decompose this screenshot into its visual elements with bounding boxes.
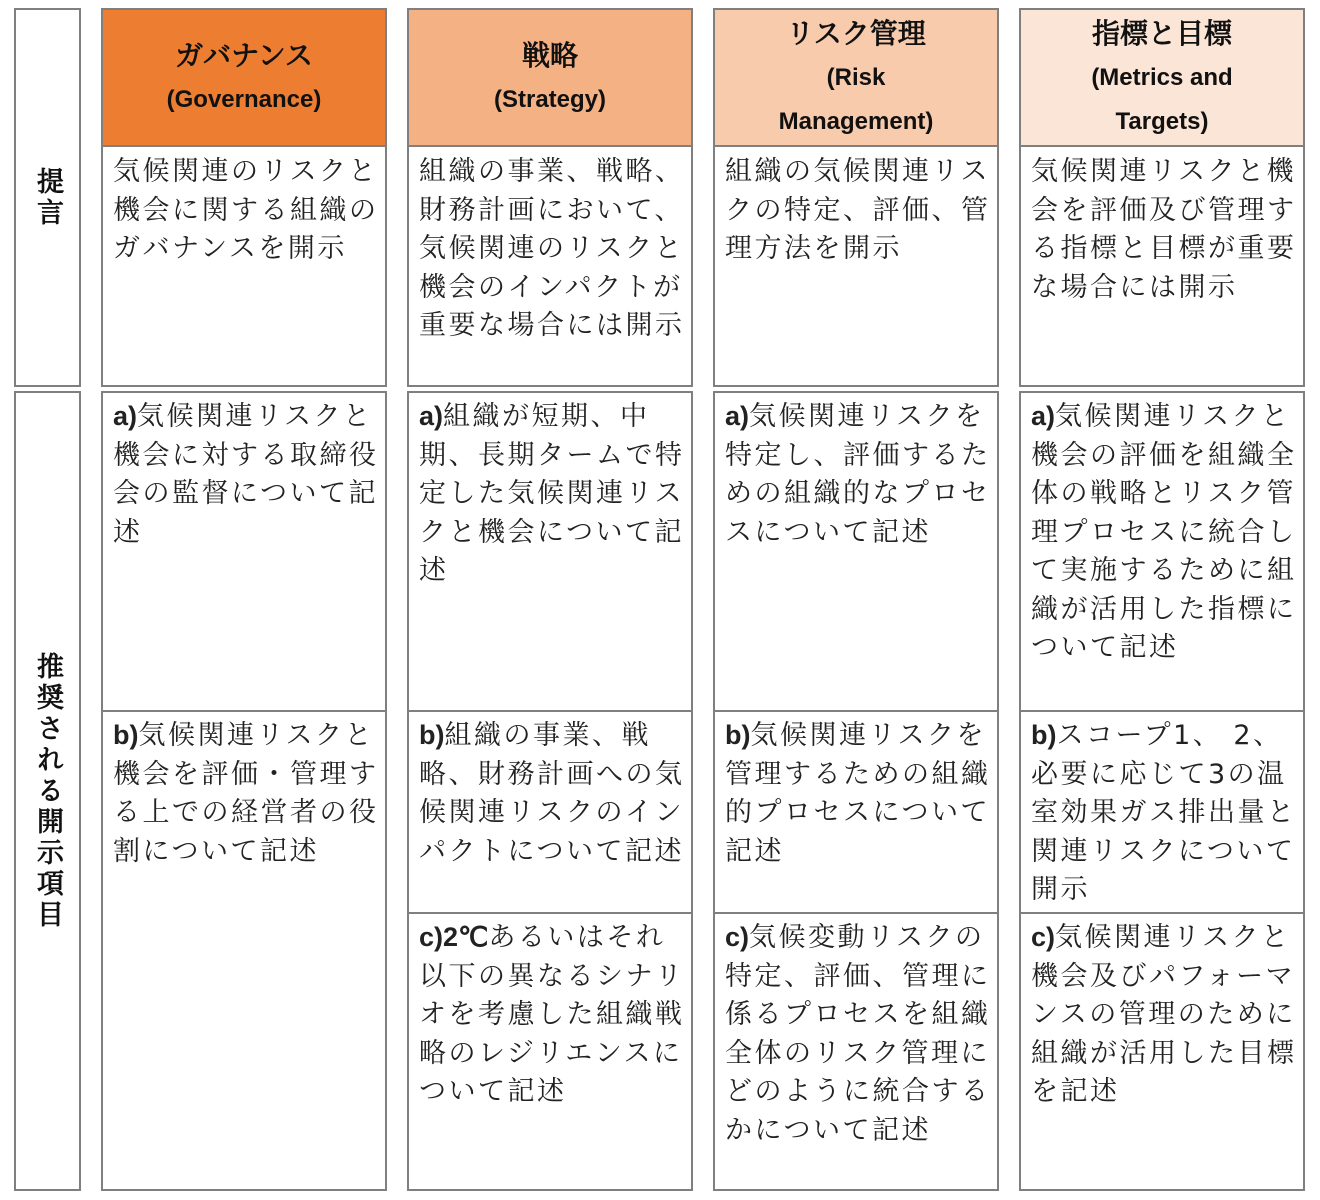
recommended-disclosures-label: 推奨される開示項目 — [32, 651, 63, 931]
metrics-header — [1021, 10, 1303, 147]
strategy-disclosure-a: a)組織が短期、中期、長期タームで特定した気候関連リスクと機会について記述 — [419, 401, 685, 586]
metrics-disclosures-box — [1019, 391, 1305, 1191]
governance-disclosure-b: b)気候関連リスクと機会を評価・管理する上での経営者の役割について記述 — [103, 710, 385, 1189]
strategy-title-jp: 戦略 — [521, 38, 578, 72]
strategy-disclosure-c: c)2℃あるいはそれ以下の異なるシナリオを考慮した組織戦略のレジリエンスについて記述 — [409, 912, 691, 1189]
metrics-title-en-1: (Metrics and — [1091, 63, 1233, 91]
strategy-title-en: (Strategy) — [493, 85, 607, 113]
metrics-disclosure-c: c)気候関連リスクと機会及びパフォーマンスの管理のために組織が活用した目標を記述 — [1021, 912, 1303, 1189]
governance-disclosure-a: a)気候関連リスクと機会に対する取締役会の監督について記述 — [113, 401, 379, 548]
governance-disclosures-box — [101, 391, 387, 1191]
strategy-top-box — [407, 8, 693, 387]
metrics-title-jp: 指標と目標 — [1091, 16, 1232, 50]
risk-top-box — [713, 8, 999, 387]
governance-title-jp: ガバナンス — [175, 38, 313, 72]
risk-disclosure-c: c)気候変動リスクの特定、評価、管理に係るプロセスを組織全体のリスク管理にどのように統合するかについて記述 — [715, 912, 997, 1189]
risk-disclosure-a: a)気候関連リスクを特定し、評価するための組織的なプロセスについて記述 — [725, 401, 991, 548]
strategy-recommendation: 組織の事業、戦略、財務計画において、気候関連のリスクと機会のインパクトが重要な場合には開示 — [419, 156, 685, 341]
risk-header — [715, 10, 997, 147]
governance-recommendation: 気候関連のリスクと機会に関する組織のガバナンスを開示 — [113, 156, 379, 264]
metrics-top-box — [1019, 8, 1305, 387]
governance-header — [103, 10, 385, 147]
risk-title-en-2: Management) — [778, 107, 934, 135]
governance-top-box — [101, 8, 387, 387]
recommended-disclosures-label-box — [14, 391, 81, 1191]
strategy-disclosure-b: b)組織の事業、戦略、財務計画への気候関連リスクのインパクトについて記述 — [409, 710, 691, 913]
strategy-header — [409, 10, 691, 147]
recommendations-label: 提言 — [32, 166, 63, 229]
risk-title-en-1: (Risk — [826, 63, 886, 91]
strategy-disclosures-box — [407, 391, 693, 1191]
metrics-title-en-2: Targets) — [1115, 107, 1209, 135]
risk-recommendation: 組織の気候関連リスクの特定、評価、管理方法を開示 — [725, 156, 991, 264]
recommendations-label-box — [14, 8, 81, 387]
risk-disclosures-box — [713, 391, 999, 1191]
metrics-disclosure-b: b)スコープ1、 2、必要に応じて3の温室効果ガス排出量と関連リスクについて開示 — [1021, 710, 1303, 913]
governance-title-en: (Governance) — [166, 85, 322, 113]
risk-title-jp: リスク管理 — [786, 16, 926, 50]
metrics-recommendation: 気候関連リスクと機会を評価及び管理する指標と目標が重要な場合には開示 — [1031, 156, 1297, 303]
risk-disclosure-b: b)気候関連リスクを管理するための組織的プロセスについて記述 — [715, 710, 997, 913]
metrics-disclosure-a: a)気候関連リスクと機会の評価を組織全体の戦略とリスク管理プロセスに統合して実施するために組織が活用した指標について記述 — [1031, 401, 1297, 663]
